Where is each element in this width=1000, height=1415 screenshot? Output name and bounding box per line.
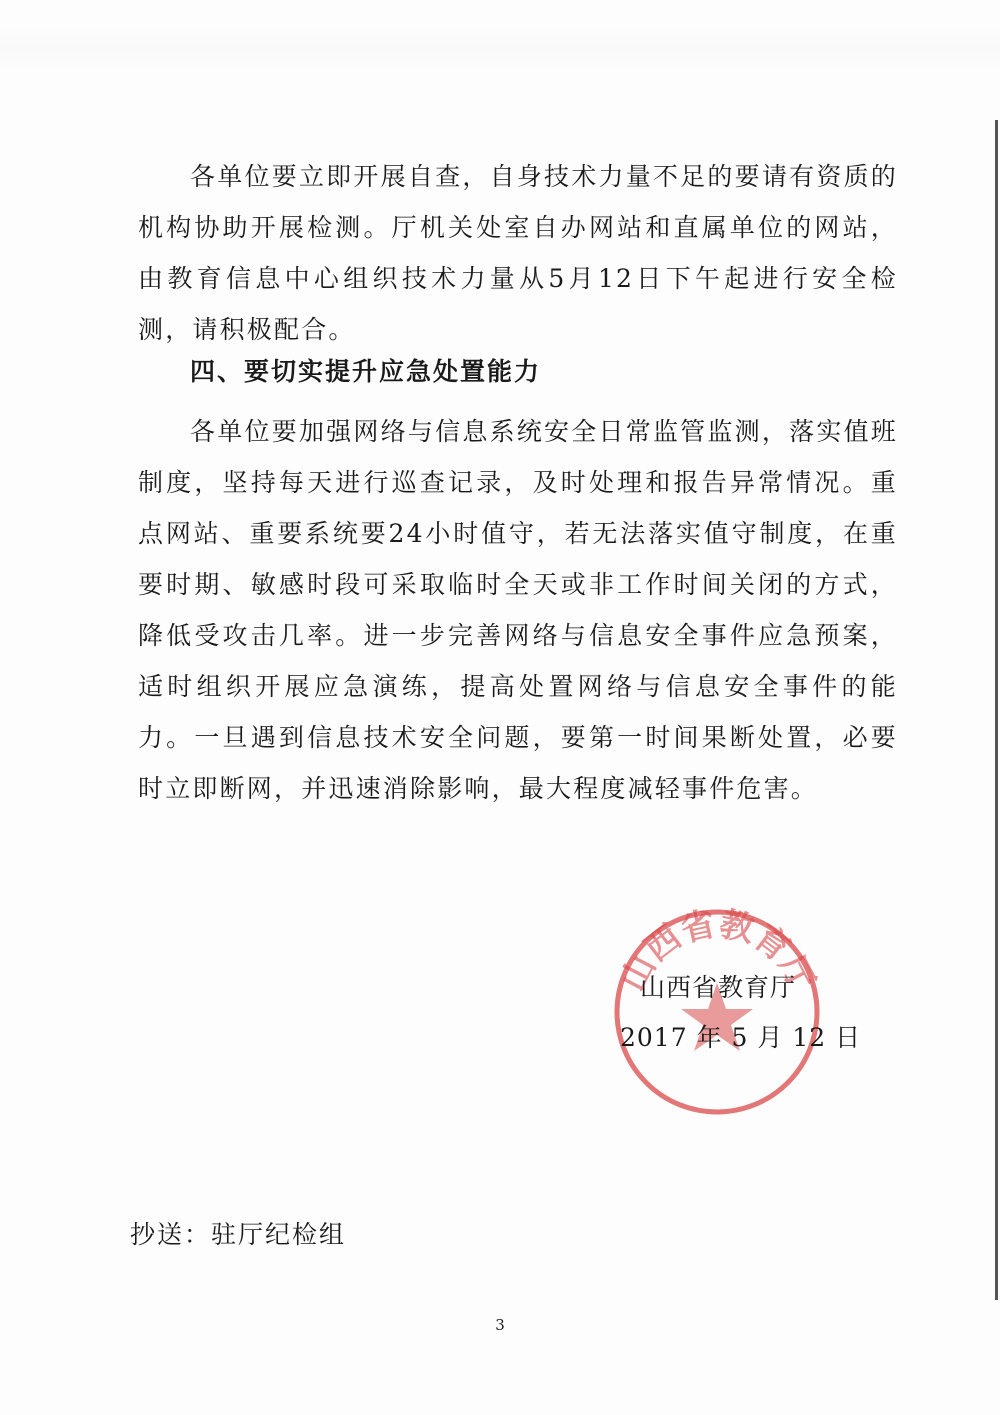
paragraph-1-text: 各单位要立即开展自查，自身技术力量不足的要请有资质的机构协助开展检测。厅机关处室自办网站和直属单位的网站，由教育信息中心组织技术力量从5月12日下午起进行安全检测，请积极配合。 [138,162,898,344]
cc-line: 抄送：驻厅纪检组 [130,1220,347,1249]
official-seal-icon [610,905,825,1120]
scan-edge [995,120,998,1300]
section-heading: 四、要切实提升应急处置能力 [190,357,542,386]
body-paragraph-2 [138,406,898,814]
body-paragraph-1 [138,151,898,355]
page-number: 3 [495,1316,505,1334]
scan-artifact [0,28,1000,68]
svg-text:山西省教育厅: 山西省教育厅 [612,905,823,998]
paragraph-2-text: 各单位要加强网络与信息系统安全日常监管监测，落实值班制度，坚持每天进行巡查记录，及时处理和报告异常情况。重点网站、重要系统要24小时值守，若无法落实值守制度，在重要时期、敏感时段可采取临时全天或非工作时间关闭的方式，降低受攻击几率。进一步完善网络与信息安全事件应急预案，适时组织开展应急演练，提高处置网络与信息安全事件的能力。一旦遇到信息技术安全问题，要第一时间果断处置，必要时立即断网，并迅速消除影响，最大程度减轻事件危害。 [138,417,898,803]
issue-date: 2017 年 5 月 12 日 [620,1023,862,1052]
issuer-name: 山西省教育厅 [640,973,797,1002]
